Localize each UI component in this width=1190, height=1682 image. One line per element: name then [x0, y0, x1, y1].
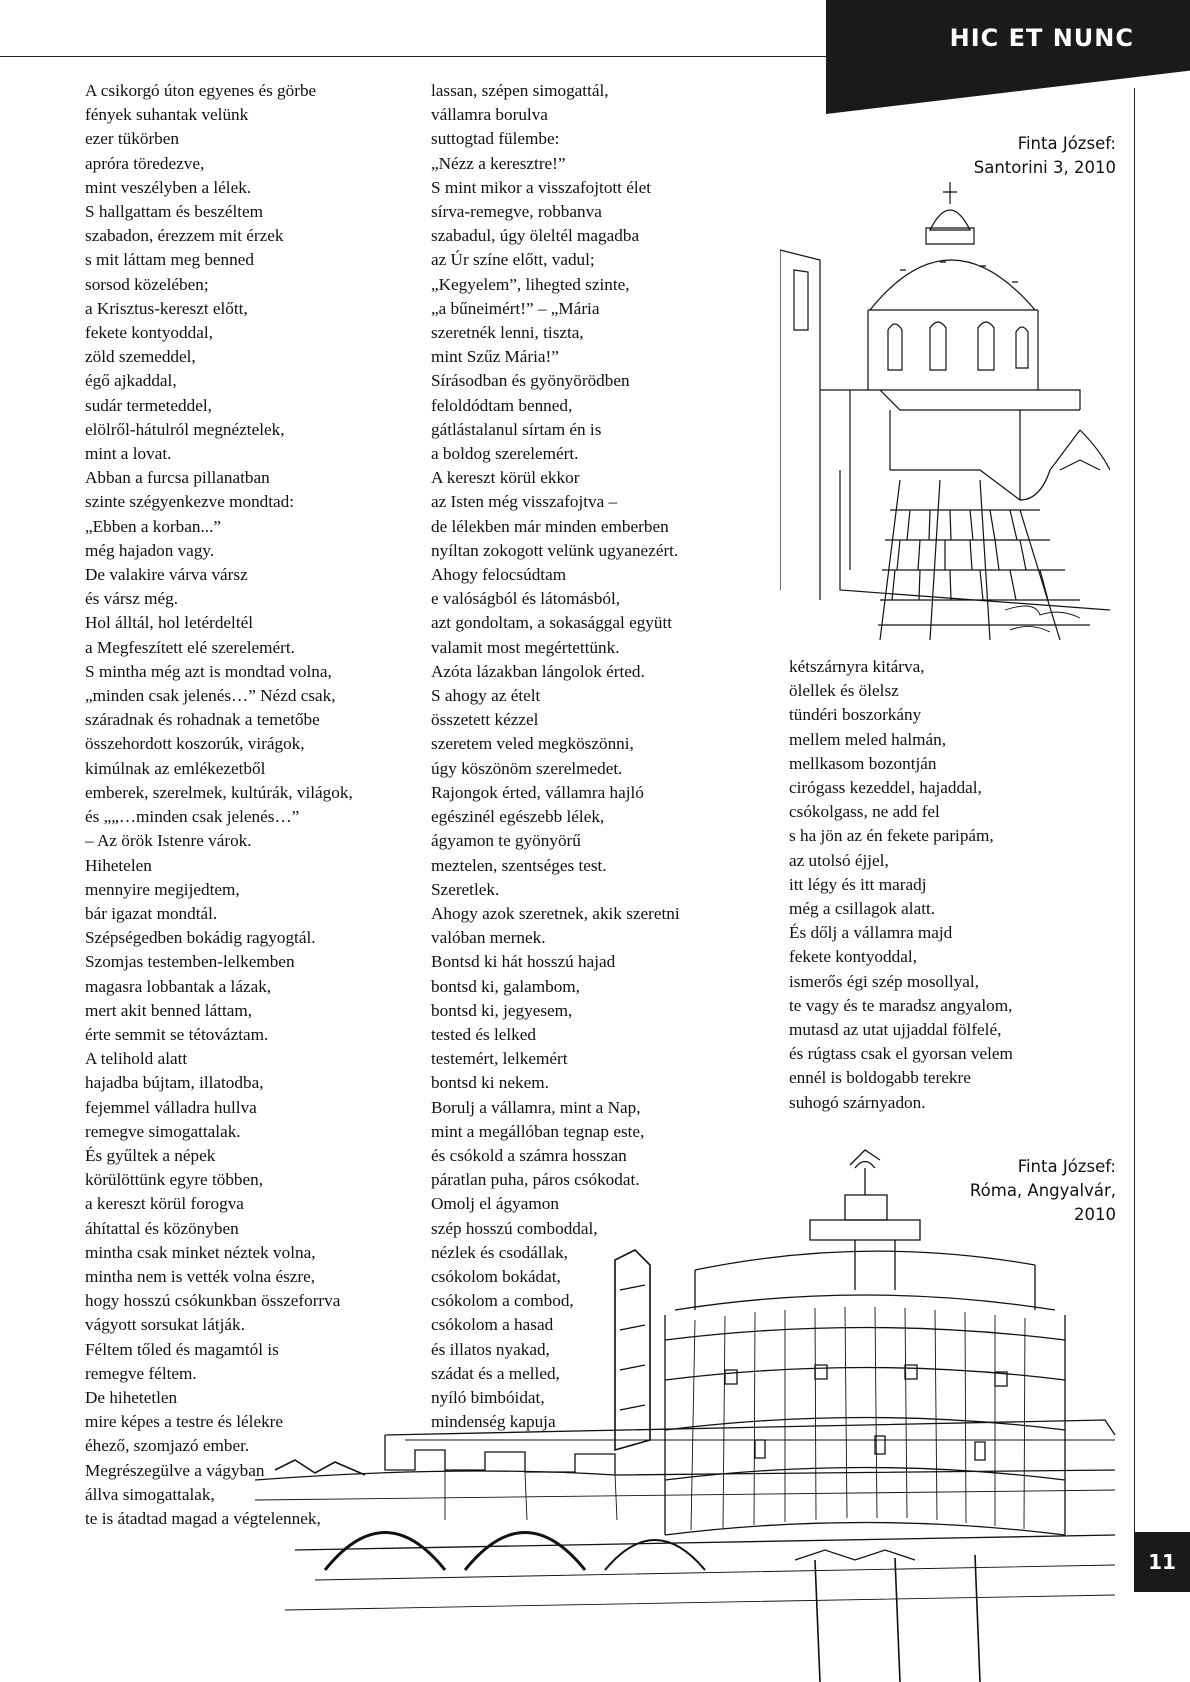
- poem-line: Azóta lázakban lángolok érted.: [431, 661, 645, 681]
- poem-line: elölről-hátulról megnéztelek,: [85, 419, 285, 439]
- poem-line: összetett kézzel: [431, 710, 539, 730]
- poem-line: bontsd ki, jegyesem,: [431, 1000, 573, 1020]
- poem-line: magasra lobbantak a lázak,: [85, 976, 272, 996]
- poem-line: valóban mernek.: [431, 928, 546, 948]
- poem-line: Hihetelen: [85, 855, 152, 875]
- poem-line: valamit most megértettünk.: [431, 637, 620, 657]
- poem-line: fekete kontyoddal,: [85, 323, 213, 343]
- section-title: HIC ET NUNC: [949, 24, 1134, 52]
- poem-line: és rúgtass csak el gyorsan velem: [789, 1044, 1013, 1064]
- poem-line: az utolsó éjjel,: [789, 850, 889, 870]
- poem-line: remegve simogattalak.: [85, 1121, 241, 1141]
- poem-line: csókolom a hasad: [431, 1315, 554, 1335]
- poem-line: bontsd ki nekem.: [431, 1073, 549, 1093]
- poem-line: ezer tükörben: [85, 129, 180, 149]
- poem-line: csókolgass, ne add fel: [789, 802, 940, 822]
- poem-line: A kereszt körül ekkor: [431, 468, 580, 488]
- poem-line: Megrészegülve a vágyban: [85, 1460, 265, 1480]
- poem-line: fekete kontyoddal,: [789, 947, 917, 967]
- poem-line: áhítattal és közönyben: [85, 1218, 239, 1238]
- poem-line: Féltem tőled és magamtól is: [85, 1339, 279, 1359]
- poem-line: körülöttünk egyre többen,: [85, 1170, 264, 1190]
- poem-line: és vársz még.: [85, 589, 179, 609]
- poem-line: s ha jön az én fekete paripám,: [789, 826, 994, 846]
- poem-line: mint veszélyben a lélek.: [85, 177, 252, 197]
- poem-line: ágyamon te gyönyörű: [431, 831, 581, 851]
- poem-line: te vagy és te maradsz angyalom,: [789, 995, 1013, 1015]
- poem-line: Szomjas testemben-lelkemben: [85, 952, 295, 972]
- poem-line: e valóságból és látomásból,: [431, 589, 621, 609]
- poem-line: Sírásodban és gyönyörödben: [431, 371, 630, 391]
- poem-line: a Megfeszített elé szerelemért.: [85, 637, 295, 657]
- poem-line: testemért, lelkemért: [431, 1049, 568, 1069]
- poem-line: „Ebben a korban...”: [85, 516, 222, 536]
- poem-line: bár igazat mondtál.: [85, 903, 218, 923]
- poem-line: szeretnék lenni, tiszta,: [431, 323, 584, 343]
- poem-line: ölellek és ölelsz: [789, 681, 899, 701]
- poem-line: S mintha még azt is mondtad volna,: [85, 661, 332, 681]
- poem-line: mennyire megijedtem,: [85, 879, 240, 899]
- poem-line: nyíltan zokogott velünk ugyanezért.: [431, 540, 679, 560]
- poem-line: Bontsd ki hát hosszú hajad: [431, 952, 616, 972]
- poem-line: bontsd ki, galambom,: [431, 976, 580, 996]
- poem-line: csókolom bokádat,: [431, 1266, 561, 1286]
- poem-line: mint a lovat.: [85, 444, 172, 464]
- poem-line: zöld szemeddel,: [85, 347, 196, 367]
- poem-line: remegve féltem.: [85, 1363, 197, 1383]
- poem-line: Borulj a vállamra, mint a Nap,: [431, 1097, 641, 1117]
- poem-line: éhező, szomjazó ember.: [85, 1436, 250, 1456]
- poem-line: te is átadtad magad a végtelennek,: [85, 1508, 321, 1528]
- poem-line: összehordott koszorúk, virágok,: [85, 734, 305, 754]
- poem-line: Hol álltál, hol letérdeltél: [85, 613, 253, 633]
- poem-line: nézlek és csodállak,: [431, 1242, 568, 1262]
- poem-line: ennél is boldogabb terekre: [789, 1068, 971, 1088]
- poem-line: és csókold a számra hosszan: [431, 1145, 627, 1165]
- poem-line: sírva-remegve, robbanva: [431, 202, 602, 222]
- poem-line: szinte szégyenkezve mondtad:: [85, 492, 295, 512]
- poem-line: még a csillagok alatt.: [789, 899, 936, 919]
- poem-line: s mit láttam meg benned: [85, 250, 254, 270]
- poem-line: tested és lelked: [431, 1024, 536, 1044]
- poem-line: mint Szűz Mária!”: [431, 347, 559, 367]
- poem-line: csókolom a combod,: [431, 1291, 574, 1311]
- poem-line: A telihold alatt: [85, 1049, 188, 1069]
- poem-line: a boldog szerelemért.: [431, 444, 579, 464]
- poem-line: mintha csak minket néztek volna,: [85, 1242, 316, 1262]
- poem-line: kimúlnak az emlékezetből: [85, 758, 266, 778]
- poem-line: Rajongok érted, vállamra hajló: [431, 782, 644, 802]
- poem-line: még hajadon vagy.: [85, 540, 215, 560]
- caption-author: Finta József:: [1017, 134, 1116, 153]
- poem-line: És gyűltek a népek: [85, 1145, 216, 1165]
- poem-line: S hallgattam és beszéltem: [85, 202, 264, 222]
- poem-line: nyíló bimbóidat,: [431, 1387, 545, 1407]
- poem-line: Ahogy felocsúdtam: [431, 565, 567, 585]
- poem-line: vágyott sorsukat látják.: [85, 1315, 245, 1335]
- poem-line: suttogtad fülembe:: [431, 129, 560, 149]
- poem-line: kétszárnyra kitárva,: [789, 657, 925, 676]
- caption-author: Finta József:: [1017, 1157, 1116, 1176]
- poem-line: lassan, szépen simogattál,: [431, 81, 609, 100]
- poem-line: emberek, szerelmek, kultúrák, világok,: [85, 782, 353, 802]
- poem-line: az Úr színe előtt, vadul;: [431, 250, 595, 270]
- poem-line: a kereszt körül forogva: [85, 1194, 244, 1214]
- poem-line: érte semmit se tétováztam.: [85, 1024, 269, 1044]
- caption-title: Róma, Angyalvár,: [969, 1181, 1116, 1200]
- page-number: 11: [1134, 1532, 1190, 1592]
- poem-line: szádat és a melled,: [431, 1363, 560, 1383]
- poem-line: hogy hosszú csókunkban összeforrva: [85, 1291, 341, 1311]
- poem-line: apróra töredezve,: [85, 153, 205, 173]
- poem-line: a Krisztus-kereszt előtt,: [85, 298, 248, 318]
- poem-line: mert akit benned láttam,: [85, 1000, 253, 1020]
- castel-sant-angelo-sketch: [255, 1140, 1135, 1682]
- poem-line: és illatos nyakad,: [431, 1339, 550, 1359]
- poem-line: Abban a furcsa pillanatban: [85, 468, 270, 488]
- poem-line: mellkasom bozontján: [789, 753, 937, 773]
- poem-line: „a bűneimért!” – „Mária: [431, 298, 600, 318]
- caption-year: 2010: [1074, 1205, 1116, 1224]
- poem-line: „Kegyelem”, lihegted szinte,: [431, 274, 630, 294]
- poem-line: ismerős égi szép mosollyal,: [789, 971, 979, 991]
- poem-line: páratlan puha, páros csókodat.: [431, 1170, 640, 1190]
- poem-line: száradnak és rohadnak a temetőbe: [85, 710, 320, 730]
- poem-line: itt légy és itt maradj: [789, 874, 927, 894]
- poem-line: feloldódtam benned,: [431, 395, 573, 415]
- poem-line: S mint mikor a visszafojtott élet: [431, 177, 652, 197]
- poem-line: szabadon, érezzem mit érzek: [85, 226, 284, 246]
- poem-line: De hihetetlen: [85, 1387, 178, 1407]
- poem-line: úgy köszönöm szerelmedet.: [431, 758, 623, 778]
- poem-line: szeretem veled megköszönni,: [431, 734, 634, 754]
- poem-line: Ahogy azok szeretnek, akik szeretni: [431, 903, 680, 923]
- poem-line: hajadba bújtam, illatodba,: [85, 1073, 264, 1093]
- poem-line: mintha nem is vették volna észre,: [85, 1266, 316, 1286]
- poem-line: mint a megállóban tegnap este,: [431, 1121, 645, 1141]
- caption-title: Santorini 3, 2010: [973, 158, 1116, 177]
- poem-column-3: [789, 655, 1013, 1115]
- poem-line: cirógass kezeddel, hajaddal,: [789, 778, 982, 798]
- poem-line: vállamra borulva: [431, 105, 548, 125]
- poem-line: sudár termeteddel,: [85, 395, 212, 415]
- poem-line: azt gondoltam, a sokasággal együtt: [431, 613, 673, 633]
- poem-line: egészinél egészebb lélek,: [431, 807, 605, 827]
- poem-line: meztelen, szentséges test.: [431, 855, 607, 875]
- poem-line: és „„…minden csak jelenés…”: [85, 807, 300, 827]
- santorini-church-sketch: [780, 170, 1110, 650]
- poem-line: mutasd az utat ujjaddal fölfelé,: [789, 1020, 1002, 1040]
- poem-line: suhogó szárnyadon.: [789, 1092, 926, 1112]
- poem-line: Szépségedben bokádig ragyogtál.: [85, 928, 316, 948]
- poem-line: S ahogy az ételt: [431, 686, 541, 706]
- poem-line: tündéri boszorkány: [789, 705, 922, 725]
- poem-line: De valakire várva vársz: [85, 565, 248, 585]
- poem-line: gátlástalanul sírtam én is: [431, 419, 602, 439]
- poem-line: szabadul, úgy öleltél magadba: [431, 226, 640, 246]
- poem-line: az Isten még visszafojtva –: [431, 492, 618, 512]
- poem-line: de lélekben már minden emberben: [431, 516, 669, 536]
- poem-line: Omolj el ágyamon: [431, 1194, 559, 1214]
- section-header-banner: [826, 0, 1190, 114]
- poem-line: fények suhantak velünk: [85, 105, 249, 125]
- poem-line: szép hosszú comboddal,: [431, 1218, 598, 1238]
- poem-line: A csikorgó úton egyenes és görbe: [85, 81, 317, 100]
- poem-line: mire képes a testre és lélekre: [85, 1412, 284, 1432]
- poem-line: „minden csak jelenés…” Nézd csak,: [85, 686, 336, 706]
- poem-line: És dőlj a vállamra majd: [789, 923, 953, 943]
- poem-line: mindenség kapuja: [431, 1412, 556, 1432]
- poem-line: sorsod közelében;: [85, 274, 209, 294]
- poem-line: fejemmel válladra hullva: [85, 1097, 257, 1117]
- poem-line: Szeretlek.: [431, 879, 500, 899]
- poem-line: – Az örök Istenre várok.: [85, 831, 252, 851]
- poem-line: égő ajkaddal,: [85, 371, 177, 391]
- poem-line: mellem meled halmán,: [789, 729, 947, 749]
- poem-line: állva simogattalak,: [85, 1484, 215, 1504]
- poem-line: „Nézz a keresztre!”: [431, 153, 566, 173]
- top-rule: [0, 56, 860, 57]
